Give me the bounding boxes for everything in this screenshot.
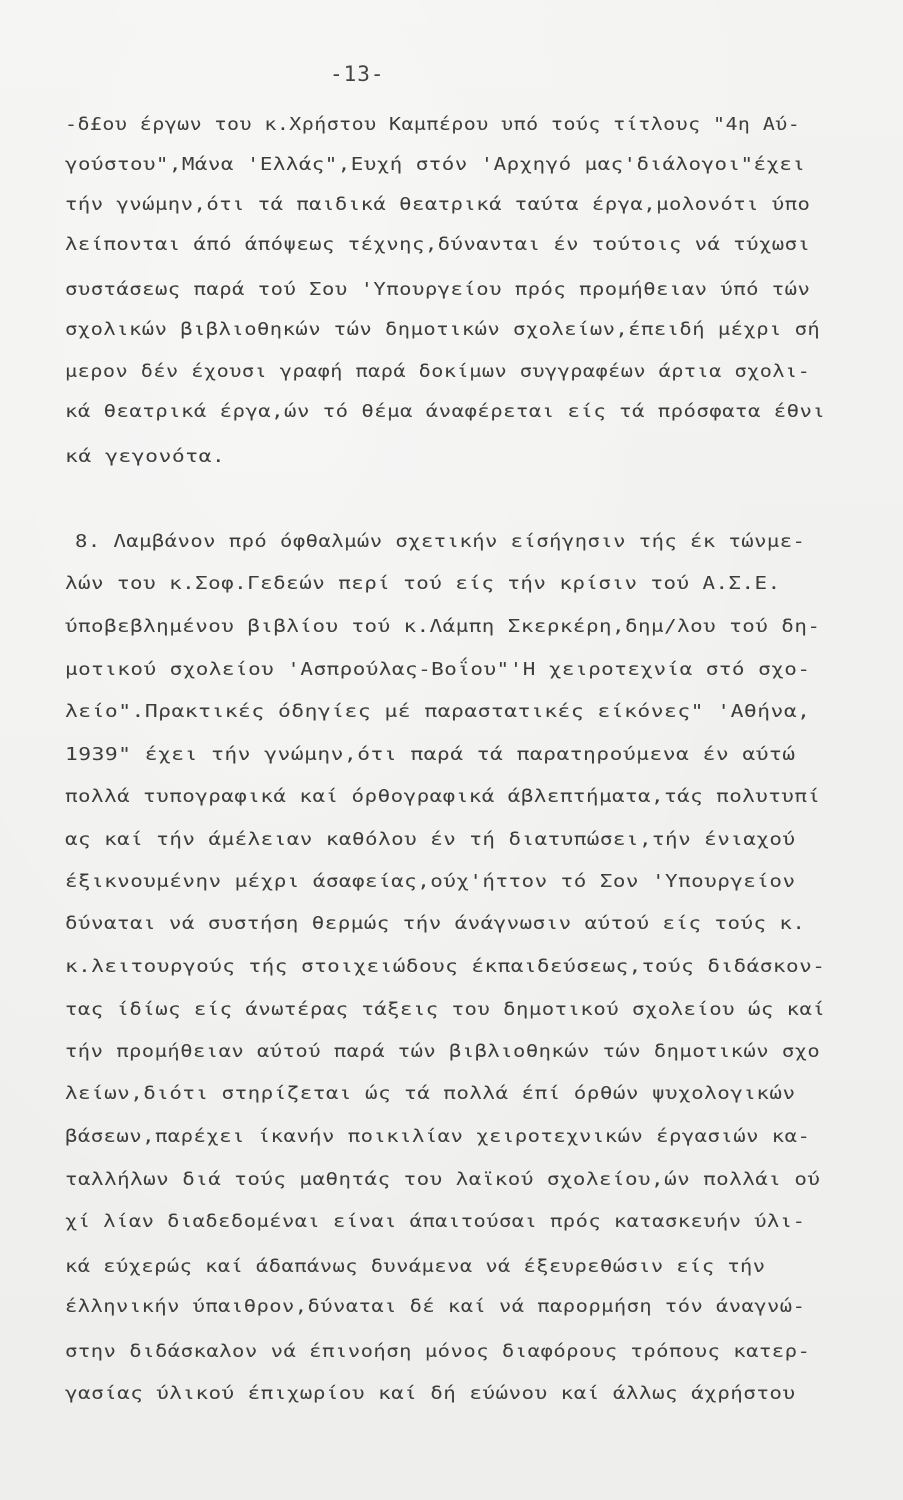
text-line: 8. Λαμβάνον πρό όφθαλμών σχετικήν είσήγησιν τής έκ τώνμε- [75,532,806,552]
text-line: λείο".Πρακτικές όδηγίες μέ παραστατικές είκόνες" 'Αθήνα, [65,702,811,722]
text-line: ταλλήλων διά τούς μαθητάς του λαϊκού σχολείου,ών πολλάι ού [65,1170,821,1190]
text-line: χί λίαν διαδεδομέναι είναι άπαιτούσαι πρός κατασκευήν ύλι- [65,1212,806,1232]
text-line: κ.λειτουργούς τής στοιχειώδους έκπαιδεύσεως,τούς διδάσκον- [65,957,826,977]
text-line: έλληνικήν ύπαιθρον,δύναται δέ καί νά παρορμήση τόν άναγνώ- [65,1297,806,1317]
text-line: ας καί τήν άμέλειαν καθόλου έν τή διατυπώσει,τήν ένιαχού [65,830,796,850]
text-line: μοτικού σχολείου 'Ασπρούλας-Βοΐου"'Η χειροτεχνία στό σχο- [65,660,811,680]
text-line: λείπονται άπό άπόψεως τέχνης,δύνανται έν τούτοις νά τύχωσι [65,235,811,255]
text-line: κά εύχερώς καί άδαπάνως δυνάμενα νά έξευρεθώσιν είς τήν [65,1257,766,1277]
text-line: -δ£ου έργων του κ.Χρήστου Καμπέρου υπό τούς τίτλους "4η Αύ- [65,115,801,135]
text-line: έξικνουμένην μέχρι άσαφείας,ούχ'ήττον τό Σον 'Υπουργείον [65,872,796,892]
text-line: λών του κ.Σοφ.Γεδεών περί τού είς τήν κρίσιν τού Α.Σ.Ε. [65,574,781,594]
text-line: πολλά τυπογραφικά καί όρθογραφικά άβλεπτήματα,τάς πολυτυπί [65,787,821,807]
text-line: γούστου",Μάνα 'Ελλάς",Ευχή στόν 'Αρχηγό μας'διάλογοι"έχει [65,155,806,175]
text-line: μερον δέν έχουσι γραφή παρά δοκίμων συγγραφέων άρτια σχολι- [65,362,811,382]
text-line: δύναται νά συστήση θερμώς τήν άνάγνωσιν αύτού είς τούς κ. [65,914,806,934]
text-line: ύποβεβλημένου βιβλίου τού κ.Λάμπη Σκερκέρη,δημ/λου τού δη- [65,617,821,637]
text-line: 1939" έχει τήν γνώμην,ότι παρά τά παρατηρούμενα έν αύτώ [65,745,796,765]
text-line: κά γεγονότα. [65,447,226,467]
text-line: τας ίδίως είς άνωτέρας τάξεις του δημοτικού σχολείου ώς καί [65,1000,826,1020]
text-line: συστάσεως παρά τού Σου 'Υπουργείου πρός προμήθειαν ύπό τών [65,280,811,300]
text-line: σχολικών βιβλιοθηκών τών δημοτικών σχολείων,έπειδή μέχρι σή [65,320,821,340]
text-line: στην διδάσκαλον νά έπινοήση μόνος διαφόρους τρόπους κατερ- [65,1342,811,1362]
text-line: λείων,διότι στηρίζεται ώς τά πολλά έπί όρθών ψυχολογικών [65,1084,796,1104]
text-line: κά θεατρικά έργα,ών τό θέμα άναφέρεται είς τά πρόσφατα έθνι [65,402,826,422]
text-line: γασίας ύλικού έπιχωρίου καί δή εύώνου καί άλλως άχρήστου [65,1384,796,1404]
text-line: τήν προμήθειαν αύτού παρά τών βιβλιοθηκών τών δημοτικών σχο [65,1042,821,1062]
text-line: τήν γνώμην,ότι τά παιδικά θεατρικά ταύτα έργα,μολονότι ύπο [65,195,811,215]
page-number: -13- [330,62,385,86]
text-line: βάσεων,παρέχει ίκανήν ποικιλίαν χειροτεχνικών έργασιών κα- [65,1127,811,1147]
